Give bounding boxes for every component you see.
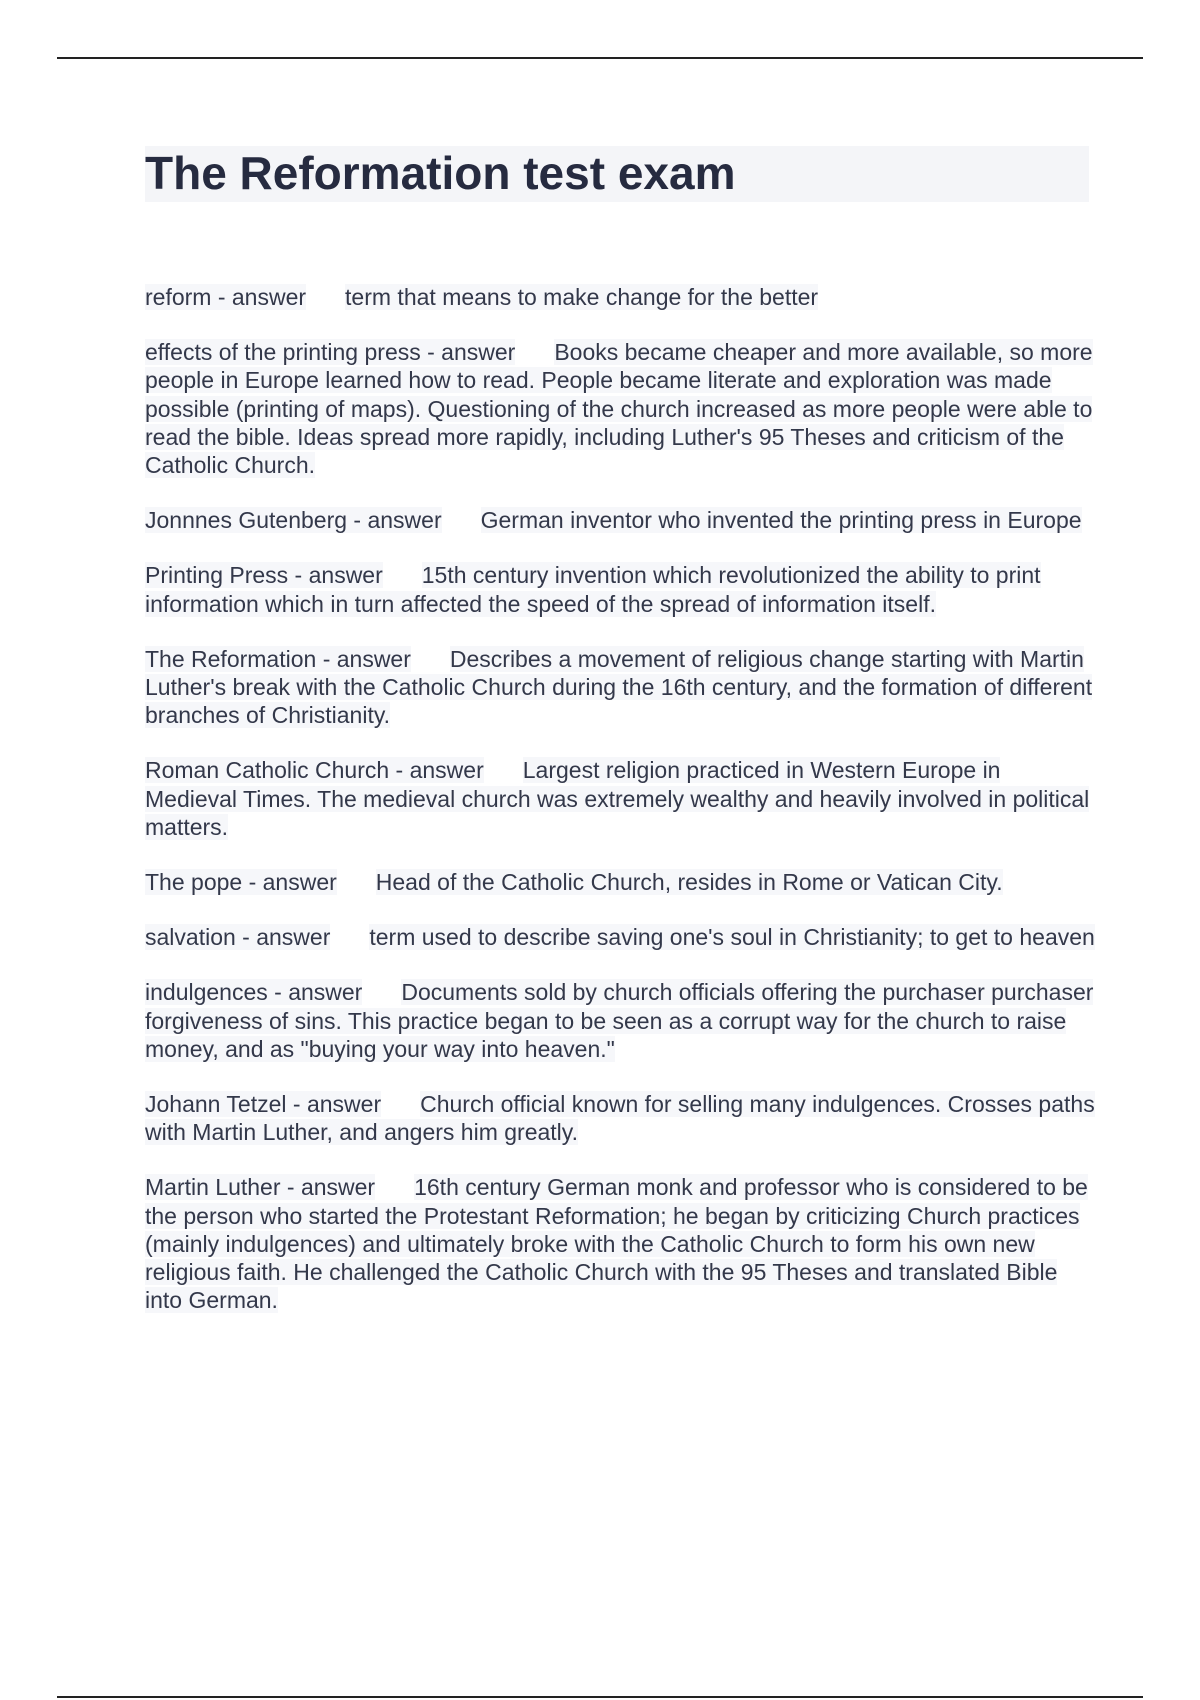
entry-answer: Documents sold by church officials offering the purchaser purchaser forgiveness of sins. This practice began to be seen as a corrupt way for the church to raise money, and as "buying your way into heaven." <box>145 979 1094 1062</box>
entry-answer: Church official known for selling many indulgences. Crosses paths with Martin Luther, and angers him greatly. <box>145 1091 1095 1146</box>
flashcard-entry <box>145 978 1095 1063</box>
entry-term: Jonnnes Gutenberg - answer <box>145 507 442 534</box>
flashcard-entry <box>145 868 1095 896</box>
flashcard-entry <box>145 561 1095 617</box>
entry-answer: Books became cheaper and more available, so more people in Europe learned how to read. People became literate and exploration was made possible (printing of maps). Questioning of the church increased as more people were able to read the bible. Ideas spread more rapidly, including Luther's 95 Theses and criticism of the Catholic Church. <box>145 339 1093 479</box>
entry-answer: term used to describe saving one's soul in Christianity; to get to heaven <box>369 924 1095 951</box>
flashcard-entry <box>145 1090 1095 1146</box>
entry-answer: term that means to make change for the better <box>345 284 819 310</box>
flashcard-entry <box>145 338 1095 479</box>
header-rule <box>57 57 1143 59</box>
entry-term: reform - answer <box>145 284 307 310</box>
entry-answer: Describes a movement of religious change starting with Martin Luther's break with the Catholic Church during the 16th century, and the formation of different branches of Christianity. <box>145 645 1093 729</box>
entry-term: indulgences - answer <box>145 979 363 1006</box>
entry-term: The pope - answer <box>145 869 337 896</box>
entry-answer: Head of the Catholic Church, resides in Rome or Vatican City. <box>375 869 1003 896</box>
entry-term: Printing Press - answer <box>145 562 383 589</box>
entry-answer: 16th century German monk and professor who is considered to be the person who started the Protestant Reformation; he began by criticizing Church practices (mainly indulgences) and ultimately broke with the Catholic Church to form his own new religious faith. He challenged the Catholic Church with the 95 Theses and translated Bible into German. <box>145 1174 1088 1314</box>
flashcard-entry <box>145 283 1095 311</box>
flashcard-list <box>145 283 1095 1341</box>
entry-term: salvation - answer <box>145 924 331 951</box>
entry-term: Martin Luther - answer <box>145 1174 376 1201</box>
footer-rule <box>57 1696 1143 1698</box>
entry-term: Johann Tetzel - answer <box>145 1091 382 1118</box>
entry-answer: Largest religion practiced in Western Europe in Medieval Times. The medieval church was extremely wealthy and heavily involved in political matters. <box>145 757 1090 840</box>
entry-answer: 15th century invention which revolutionized the ability to print information which in turn affected the speed of the spread of information itself. <box>145 562 1041 617</box>
entry-term: Roman Catholic Church - answer <box>145 757 484 784</box>
flashcard-entry <box>145 645 1095 730</box>
entry-term: effects of the printing press - answer <box>145 339 516 366</box>
flashcard-entry <box>145 756 1095 841</box>
page-title: The Reformation test exam <box>145 147 736 199</box>
flashcard-entry <box>145 1173 1095 1314</box>
flashcard-entry <box>145 506 1095 534</box>
entry-answer: German inventor who invented the printing press in Europe <box>480 507 1082 534</box>
entry-term: The Reformation - answer <box>145 645 411 672</box>
flashcard-entry <box>145 923 1095 951</box>
